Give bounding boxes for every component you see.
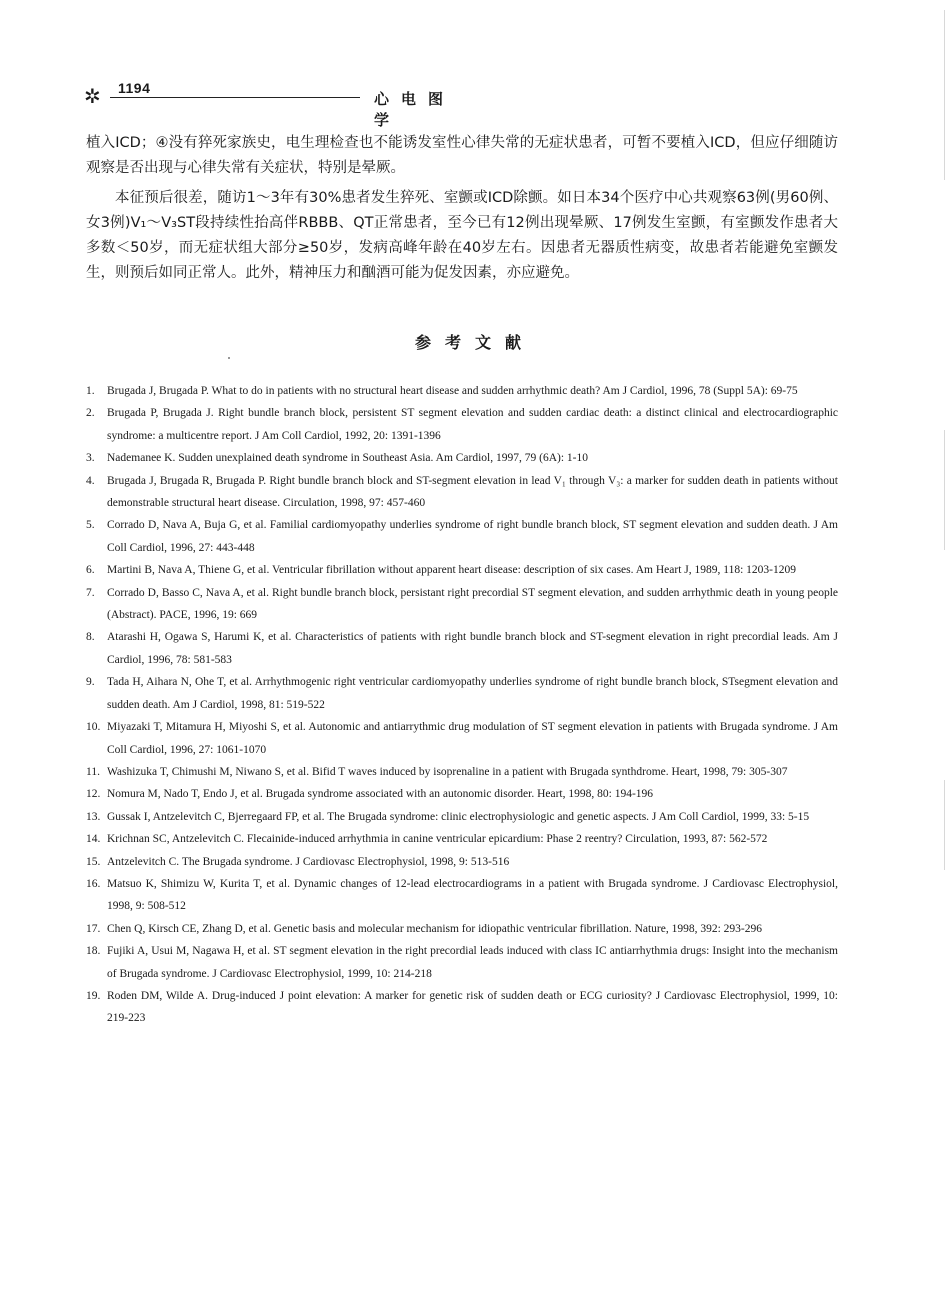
reference-text: Antzelevitch C. The Brugada syndrome. J Cardiovasc Electrophysiol, 1998, 9: 513-516 bbox=[107, 855, 510, 868]
reference-number: 3. bbox=[86, 452, 95, 465]
page-edge-mark bbox=[944, 780, 945, 870]
reference-text: Matsuo K, Shimizu W, Kurita T, et al. Dynamic changes of 12-lead electrocardiograms in a patient with Brugada syndrome. J Cardiovasc Electrophysiol, 1998, 9: 508-512 bbox=[107, 877, 838, 913]
reference-item bbox=[86, 806, 838, 828]
reference-number: 10. bbox=[86, 721, 101, 734]
reference-number: 6. bbox=[86, 564, 95, 577]
reference-text: Nademanee K. Sudden unexplained death syndrome in Southeast Asia. Am Cardiol, 1997, 79 (6A): 1-10 bbox=[107, 452, 588, 465]
reference-item bbox=[86, 671, 838, 716]
reference-number: 14. bbox=[86, 833, 101, 846]
reference-number: 13. bbox=[86, 810, 101, 823]
reference-list bbox=[86, 380, 838, 1030]
reference-number: 11. bbox=[86, 765, 100, 778]
reference-number: 16. bbox=[86, 877, 101, 890]
journal-title: 心电图学 bbox=[374, 90, 456, 129]
reference-item bbox=[86, 402, 838, 447]
reference-item bbox=[86, 851, 838, 873]
reference-text: Krichnan SC, Antzelevitch C. Flecainide-induced arrhythmia in canine ventricular epicardium: Phase 2 reentry? Circulation, 1993, 87: 562-572 bbox=[107, 833, 768, 846]
reference-number: 5. bbox=[86, 519, 95, 532]
reference-item bbox=[86, 470, 838, 515]
running-header bbox=[84, 80, 464, 129]
reference-item bbox=[86, 828, 838, 850]
reference-item bbox=[86, 582, 838, 627]
body-text bbox=[86, 131, 838, 286]
reference-number: 4. bbox=[86, 474, 95, 487]
page-edge-mark bbox=[944, 430, 945, 550]
reference-text: Brugada J, Brugada P. What to do in patients with no structural heart disease and sudden arrhythmic death? Am J Cardiol, 1996, 78 (Suppl 5A): 69-75 bbox=[107, 385, 798, 397]
header-rule bbox=[110, 97, 360, 98]
reference-text: Gussak I, Antzelevitch C, Bjerregaard FP, et al. The Brugada syndrome: clinic electrophysiologic and genetic aspects. J Am Coll Cardiol, 1999, 33: 5-15 bbox=[107, 810, 810, 823]
reference-text: Corrado D, Nava A, Buja G, et al. Familial cardiomyopathy underlies syndrome of right bundle branch block, ST segment elevation and sudden death. J Am Coll Cardiol, 1996, 27: 443-448 bbox=[107, 519, 838, 554]
reference-item bbox=[86, 716, 838, 761]
reference-text: Fujiki A, Usui M, Nagawa H, et al. ST segment elevation in the right precordial leads induced with class IC antiarrhythmia drugs: Insight into the mechanism of Brugada syndrome. J Cardiovasc Electrophysiol, 1999, 10: 214-218 bbox=[107, 945, 838, 980]
reference-item bbox=[86, 761, 838, 783]
reference-item bbox=[86, 918, 838, 940]
scan-speck bbox=[228, 357, 230, 359]
reference-text: Roden DM, Wilde A. Drug-induced J point elevation: A marker for genetic risk of sudden death or ECG curiosity? J Cardiovasc Electrophysiol, 1999, 10: 219-223 bbox=[107, 989, 838, 1025]
reference-number: 15. bbox=[86, 855, 101, 868]
reference-text: Nomura M, Nado T, Endo J, et al. Brugada syndrome associated with an autonomic disorder. Heart, 1998, 80: 194-196 bbox=[107, 788, 654, 801]
reference-number: 19. bbox=[86, 989, 101, 1002]
reference-number: 12. bbox=[86, 788, 101, 801]
references-heading: 参考文献 bbox=[414, 333, 535, 352]
reference-item bbox=[86, 447, 838, 469]
reference-text: Washizuka T, Chimushi M, Niwano S, et al. Bifid T waves induced by isoprenaline in a patient with Brugada synthdrome. Heart, 1998, 79: 305-307 bbox=[107, 765, 788, 778]
paragraph: 植入ICD；④没有猝死家族史，电生理检查也不能诱发室性心律失常的无症状患者，可暂不要植入ICD，但应仔细随访观察是否出现与心律失常有关症状，特别是晕厥。 bbox=[86, 135, 838, 176]
reference-text: Tada H, Aihara N, Ohe T, et al. Arrhythmogenic right ventricular cardiomyopathy underlies syndrome of right bundle branch block, STsegment elevation and sudden death. Am J Cardiol, 1998, 81: 519-522 bbox=[107, 676, 838, 711]
reference-item bbox=[86, 783, 838, 805]
reference-item bbox=[86, 940, 838, 985]
reference-text: Martini B, Nava A, Thiene G, et al. Ventricular fibrillation without apparent heart disease: description of six cases. Am Heart J, 1989, 118: 1203-1209 bbox=[107, 564, 796, 577]
reference-text: Miyazaki T, Mitamura H, Miyoshi S, et al. Autonomic and antiarrythmic drug modulation of ST segment elevation in patients with Brugada syndrome. J Am Coll Cardiol, 1996, 27: 1061-1070 bbox=[107, 721, 838, 756]
reference-text: Atarashi H, Ogawa S, Harumi K, et al. Characteristics of patients with right bundle branch block and ST-segment elevation in right precordial leads. Am J Cardiol, 1996, 78: 581-583 bbox=[107, 631, 838, 666]
reference-item bbox=[86, 380, 838, 402]
reference-number: 7. bbox=[86, 586, 95, 599]
reference-number: 1. bbox=[86, 385, 95, 397]
reference-text: Brugada P, Brugada J. Right bundle branch block, persistent ST segment elevation and sudden cardiac death: a distinct clinical and electrocardiographic syndrome: a multicentre report. J Am Coll Cardiol, 1992, 20: 1391-1396 bbox=[107, 407, 838, 442]
reference-item bbox=[86, 559, 838, 581]
reference-number: 17. bbox=[86, 922, 101, 935]
paragraph: 本征预后很差，随访1～3年有30%患者发生猝死、室颤或ICD除颤。如日本34个医疗中心共观察63例(男60例、女3例)V₁～V₃ST段持续性抬高伴RBBB、QT正常患者，至今已有12例出现晕厥、17例发生室颤，有室颤发作患者大多数＜50岁，而无症状组大部分≥50岁，发病高峰年龄在40岁左右。因患者无器质性病变，故患者若能避免室颤发生，则预后如同正常人。此外，精神压力和酗酒可能为促发因素，亦应避免。 bbox=[86, 190, 838, 281]
asterisk-icon: ✲ bbox=[84, 84, 101, 108]
reference-item bbox=[86, 985, 838, 1030]
reference-text: Corrado D, Basso C, Nava A, et al. Right bundle branch block, persistant right precordial ST segment elevation, and sudden arrhythmic death in young people (Abstract). PACE, 1996, 19: 669 bbox=[107, 586, 838, 622]
reference-number: 8. bbox=[86, 631, 95, 644]
reference-text: Chen Q, Kirsch CE, Zhang D, et al. Genetic basis and molecular mechanism for idiopathic ventricular fibrillation. Nature, 1998, 392: 293-296 bbox=[107, 922, 763, 935]
reference-item bbox=[86, 873, 838, 918]
reference-item bbox=[86, 514, 838, 559]
page-edge-mark bbox=[944, 10, 945, 180]
reference-text: Brugada J, Brugada R, Brugada P. Right bundle branch block and ST-segment elevation in lead V₁ through V₃: a marker for sudden death in patients without demonstrable structural heart disease. Circulation, 1998, 97: 457-460 bbox=[107, 474, 838, 510]
reference-item bbox=[86, 626, 838, 671]
page-number: 1194 bbox=[118, 80, 151, 96]
reference-number: 9. bbox=[86, 676, 95, 689]
reference-number: 2. bbox=[86, 407, 95, 420]
reference-number: 18. bbox=[86, 945, 101, 958]
